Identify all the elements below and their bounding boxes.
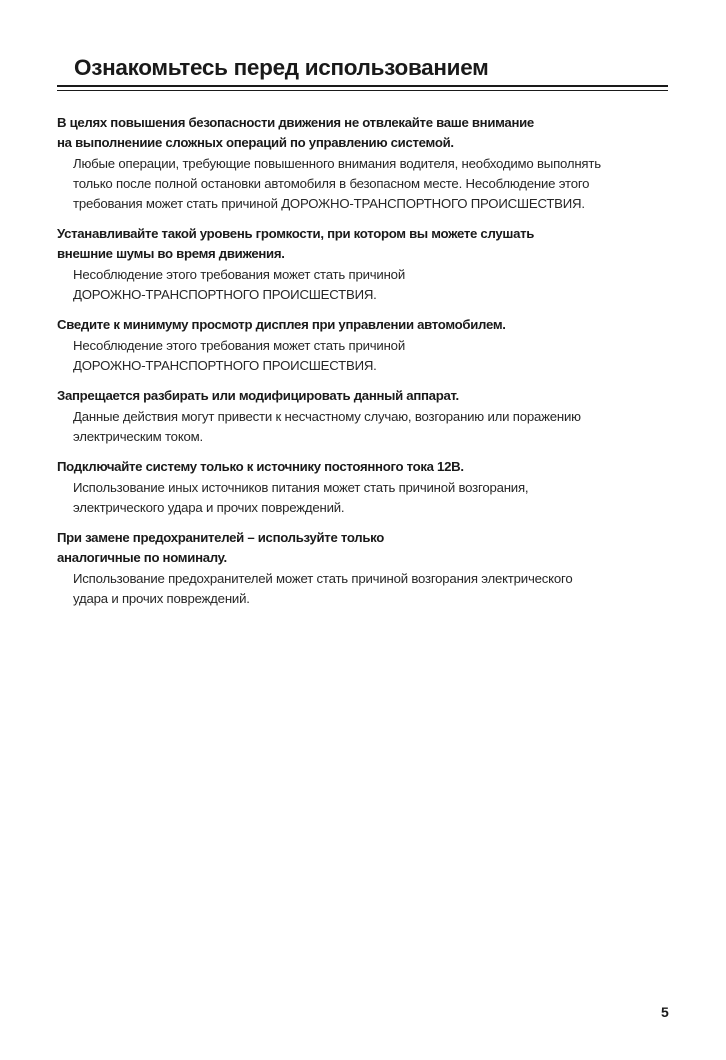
warning-body (73, 478, 677, 518)
heading-line: Запрещается разбирать или модифицировать данный аппарат. (57, 388, 459, 403)
warning-body (73, 407, 677, 447)
heading-line: на выполнениие сложных операций по управлению системой. (57, 135, 454, 150)
heading-line: Подключайте систему только к источнику постоянного тока 12В. (57, 459, 464, 474)
heading-line: При замене предохранителей – используйте только (57, 530, 385, 545)
warning-heading (57, 386, 677, 406)
body-line: Данные действия могут привести к несчастному случаю, возгоранию или поражению (73, 409, 581, 424)
warning-section (57, 386, 677, 447)
warning-section (57, 315, 677, 376)
body-line: электрическим током. (73, 429, 203, 444)
warning-body (73, 336, 677, 376)
heading-line: Сведите к минимуму просмотр дисплея при управлении автомобилем. (57, 317, 506, 332)
warnings-list (57, 113, 677, 619)
warning-section (57, 528, 677, 609)
body-line: Использование предохранителей может стать причиной возгорания электрического (73, 571, 573, 586)
body-line: электрического удара и прочих повреждений. (73, 500, 345, 515)
title-rule-thick (57, 85, 668, 87)
body-line: Несоблюдение этого требования может стать причиной (73, 338, 405, 353)
body-line: Несоблюдение этого требования может стать причиной (73, 267, 405, 282)
body-line: требования может стать причиной ДОРОЖНО-ТРАНСПОРТНОГО ПРОИСШЕСТВИЯ. (73, 196, 585, 211)
warning-heading (57, 528, 677, 568)
body-line: ДОРОЖНО-ТРАНСПОРТНОГО ПРОИСШЕСТВИЯ. (73, 287, 377, 302)
body-line: Любые операции, требующие повышенного внимания водителя, необходимо выполнять (73, 156, 601, 171)
body-line: только после полной остановки автомобиля в безопасном месте. Несоблюдение этого (73, 176, 590, 191)
warning-section (57, 113, 677, 214)
page-number: 5 (661, 1004, 669, 1020)
heading-line: Устанавливайте такой уровень громкости, при котором вы можете слушать (57, 226, 535, 241)
body-line: ДОРОЖНО-ТРАНСПОРТНОГО ПРОИСШЕСТВИЯ. (73, 358, 377, 373)
heading-line: внешние шумы во время движения. (57, 246, 285, 261)
warning-section (57, 224, 677, 305)
warning-heading (57, 224, 677, 264)
warning-heading (57, 457, 677, 477)
warning-body (73, 154, 677, 214)
heading-line: аналогичные по номиналу. (57, 550, 227, 565)
heading-line: В целях повышения безопасности движения не отвлекайте ваше внимание (57, 115, 534, 130)
title-rule-thin (57, 90, 668, 91)
body-line: Использование иных источников питания может стать причиной возгорания, (73, 480, 529, 495)
body-line: удара и прочих повреждений. (73, 591, 250, 606)
warning-body (73, 265, 677, 305)
warning-heading (57, 113, 677, 153)
warning-section (57, 457, 677, 518)
page-title: Ознакомьтесь перед использованием (74, 55, 489, 80)
warning-heading (57, 315, 677, 335)
warning-body (73, 569, 677, 609)
